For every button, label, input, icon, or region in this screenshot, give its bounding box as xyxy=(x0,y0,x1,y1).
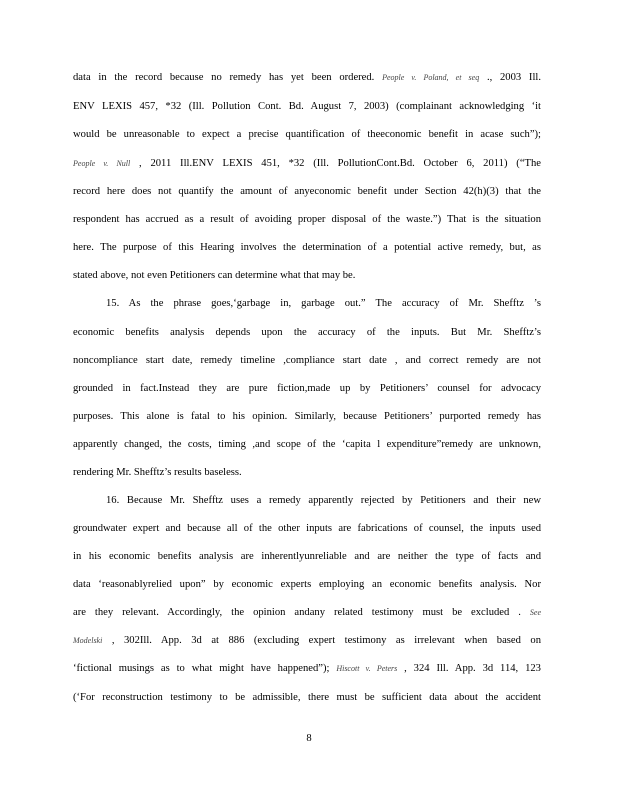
citation-text: People v. Poland, et seq xyxy=(382,73,480,82)
text-line xyxy=(73,466,541,480)
text-line xyxy=(73,438,541,452)
line-text: rendering Mr. Shefftz’s results baseless. xyxy=(73,467,242,478)
line-text: grounded in fact.Instead they are pure fiction,made up by Petitioners’ counsel for advocacy xyxy=(73,383,541,394)
line-text: data in the record because no remedy has yet been ordered. xyxy=(73,72,383,83)
page-number: 8 xyxy=(306,733,312,744)
line-text: 16. Because Mr. Shefftz uses a remedy apparently rejected by Petitioners and their new xyxy=(106,495,541,506)
text-line xyxy=(73,157,541,171)
text-line xyxy=(73,410,541,424)
text-line xyxy=(106,494,541,508)
line-text: purposes. This alone is fatal to his opinion. Similarly, because Petitioners’ purported remedy has xyxy=(73,411,541,422)
line-text: groundwater expert and because all of the other inputs are fabrications of counsel, the inputs used xyxy=(73,523,541,534)
text-line xyxy=(73,326,541,340)
text-line xyxy=(73,522,541,536)
text-line xyxy=(73,662,541,676)
text-line xyxy=(73,71,541,85)
text-line xyxy=(73,185,541,199)
text-line xyxy=(73,382,541,396)
line-text: are they relevant. Accordingly, the opinion andany related testimony must be excluded . xyxy=(73,607,530,618)
text-line xyxy=(73,100,541,114)
line-text: stated above, not even Petitioners can determine what that may be. xyxy=(73,270,356,281)
line-text: data ‘reasonablyrelied upon” by economic experts employing an economic benefits analysis. Nor xyxy=(73,579,541,590)
line-text: 15. As the phrase goes,‘garbage in, garbage out.” The accuracy of Mr. Shefftz ’s xyxy=(106,298,541,309)
line-text: apparently changed, the costs, timing ,and scope of the ‘capita l expenditure”remedy are unknown, xyxy=(73,439,541,450)
line-text: , 2011 Ill.ENV LEXIS 451, *32 (Ill. PollutionCont.Bd. October 6, 2011) (“The xyxy=(130,158,541,169)
text-line xyxy=(73,354,541,368)
line-text: ENV LEXIS 457, *32 (Ill. Pollution Cont. Bd. August 7, 2003) (complainant acknowledging ‘it xyxy=(73,101,541,112)
text-line xyxy=(106,297,541,311)
citation-text: See xyxy=(529,608,541,617)
citation-text: People v. Null xyxy=(73,159,131,168)
text-line xyxy=(73,128,541,142)
line-text: ., 2003 Ill. xyxy=(479,72,541,83)
line-text: in his economic benefits analysis are inherentlyunreliable and are neither the type of facts and xyxy=(73,551,541,562)
citation-text: Modelski xyxy=(73,636,103,645)
text-line xyxy=(73,269,541,283)
text-line xyxy=(73,241,541,255)
text-line xyxy=(73,578,541,592)
line-text: , 302Ill. App. 3d at 886 (excluding expert testimony as irrelevant when based on xyxy=(102,635,541,646)
text-line xyxy=(73,606,541,620)
text-line xyxy=(73,550,541,564)
line-text: would be unreasonable to expect a precise quantification of theeconomic benefit in acase such”); xyxy=(73,129,541,140)
text-line xyxy=(73,691,541,705)
text-line xyxy=(73,213,541,227)
line-text: (‘For reconstruction testimony to be admissible, there must be sufficient data about the accident xyxy=(73,692,541,703)
line-text: respondent has accrued as a result of avoiding proper disposal of the waste.”) That is the situation xyxy=(73,214,541,225)
line-text: , 324 Ill. App. 3d 114, 123 xyxy=(397,663,541,674)
line-text: record here does not quantify the amount of anyeconomic benefit under Section 42(h)(3) that the xyxy=(73,186,541,197)
citation-text: Hiscott v. Peters xyxy=(336,664,398,673)
line-text: noncompliance start date, remedy timeline ,compliance start date , and correct remedy are not xyxy=(73,355,541,366)
line-text: here. The purpose of this Hearing involves the determination of a potential active remedy, but, as xyxy=(73,242,541,253)
line-text: economic benefits analysis depends upon the accuracy of the inputs. But Mr. Shefftz’s xyxy=(73,327,541,338)
text-line xyxy=(73,634,541,648)
line-text: ‘fictional musings as to what might have happened”); xyxy=(73,663,337,674)
